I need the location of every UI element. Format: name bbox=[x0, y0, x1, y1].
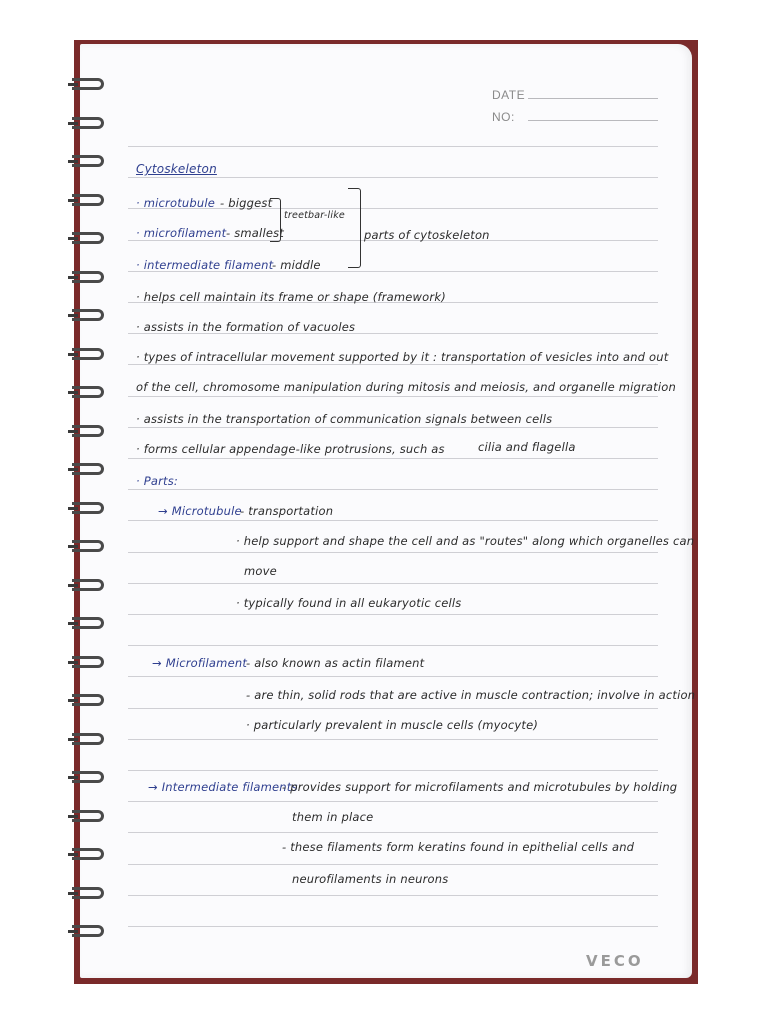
ruled-line bbox=[128, 177, 658, 178]
spiral-ring bbox=[72, 155, 104, 167]
ruled-line bbox=[128, 583, 658, 584]
no-label: NO: bbox=[492, 110, 515, 124]
ruled-line bbox=[128, 552, 658, 553]
date-label: DATE bbox=[492, 88, 526, 102]
ruled-line bbox=[128, 895, 658, 896]
ruled-line bbox=[128, 427, 658, 428]
microtubule-note-3: · typically found in all eukaryotic cells bbox=[236, 596, 462, 610]
microfilament-heading: → Microfilament bbox=[152, 656, 248, 670]
microfilament-note-3: · particularly prevalent in muscle cells (myocyte) bbox=[246, 718, 539, 732]
ruled-line bbox=[128, 832, 658, 833]
intermediate-heading: → Intermediate filaments bbox=[148, 780, 298, 794]
microtubule-heading: → Microtubule bbox=[158, 504, 242, 518]
bullet-protrusions-cilia: cilia and flagella bbox=[478, 440, 576, 454]
spiral-ring bbox=[72, 579, 104, 591]
microtubule-note-1: - transportation bbox=[240, 504, 334, 518]
ruled-line bbox=[128, 364, 658, 365]
brand-logo: VECO bbox=[586, 952, 644, 970]
microtubule-note-2-cont: move bbox=[244, 564, 277, 578]
spiral-ring bbox=[72, 694, 104, 706]
item-microfilament-size: - smallest bbox=[226, 226, 285, 240]
no-line bbox=[528, 120, 658, 121]
spiral-ring bbox=[72, 386, 104, 398]
spiral-ring bbox=[72, 771, 104, 783]
spiral-ring bbox=[72, 232, 104, 244]
microfilament-note-2: - are thin, solid rods that are active in muscle contraction; involve in action bbox=[246, 688, 696, 702]
ruled-line bbox=[128, 770, 658, 771]
bullet-signals: · assists in the transportation of communication signals between cells bbox=[136, 412, 553, 426]
spiral-ring bbox=[72, 540, 104, 552]
spiral-ring bbox=[72, 309, 104, 321]
spiral-ring bbox=[72, 887, 104, 899]
item-intermediate-size: - middle bbox=[272, 258, 321, 272]
spiral-ring bbox=[72, 463, 104, 475]
ruled-line bbox=[128, 520, 658, 521]
brace-label: parts of cytoskeleton bbox=[364, 228, 490, 242]
ruled-line bbox=[128, 489, 658, 490]
item-microfilament: · microfilament bbox=[136, 226, 227, 240]
parts-heading: · Parts: bbox=[136, 474, 178, 488]
spiral-ring bbox=[72, 810, 104, 822]
bullet-frame: · helps cell maintain its frame or shape (framework) bbox=[136, 290, 446, 304]
spiral-ring bbox=[72, 348, 104, 360]
notes-title: Cytoskeleton bbox=[136, 162, 217, 176]
large-brace bbox=[348, 188, 361, 268]
ruled-line bbox=[128, 708, 658, 709]
item-microtubule-size: - biggest bbox=[220, 196, 273, 210]
ruled-line bbox=[128, 645, 658, 646]
date-line bbox=[528, 98, 658, 99]
spiral-ring bbox=[72, 78, 104, 90]
ruled-line bbox=[128, 458, 658, 459]
spiral-ring bbox=[72, 502, 104, 514]
intermediate-note-1: - provides support for microfilaments and microtubules by holding bbox=[282, 780, 678, 794]
spiral-ring bbox=[72, 617, 104, 629]
microtubule-note-2: · help support and shape the cell and as "routes" along which organelles can bbox=[236, 534, 695, 548]
ruled-line bbox=[128, 146, 658, 147]
spiral-ring bbox=[72, 271, 104, 283]
microfilament-note-1: - also known as actin filament bbox=[246, 656, 425, 670]
intermediate-note-1-cont: them in place bbox=[292, 810, 374, 824]
ruled-line bbox=[128, 739, 658, 740]
bullet-protrusions: · forms cellular appendage-like protrusions, such as bbox=[136, 442, 445, 456]
spiral-ring bbox=[72, 194, 104, 206]
ruled-line bbox=[128, 676, 658, 677]
brace-note: treetbar-like bbox=[284, 210, 345, 221]
intermediate-note-2: - these filaments form keratins found in epithelial cells and bbox=[282, 840, 635, 854]
ruled-line bbox=[128, 801, 658, 802]
ruled-line bbox=[128, 614, 658, 615]
small-brace bbox=[270, 198, 281, 242]
ruled-line bbox=[128, 864, 658, 865]
spiral-ring bbox=[72, 425, 104, 437]
spiral-ring bbox=[72, 656, 104, 668]
spiral-ring bbox=[72, 925, 104, 937]
ruled-line bbox=[128, 396, 658, 397]
bullet-vacuoles: · assists in the formation of vacuoles bbox=[136, 320, 356, 334]
spiral-ring bbox=[72, 848, 104, 860]
intermediate-note-2-cont: neurofilaments in neurons bbox=[292, 872, 449, 886]
bullet-movement-cont: of the cell, chromosome manipulation during mitosis and meiosis, and organelle migration bbox=[136, 380, 676, 394]
item-intermediate-filament: · intermediate filament bbox=[136, 258, 274, 272]
bullet-movement: · types of intracellular movement supported by it : transportation of vesicles into and out bbox=[136, 350, 669, 364]
item-microtubule: · microtubule bbox=[136, 196, 216, 210]
ruled-line bbox=[128, 926, 658, 927]
spiral-ring bbox=[72, 733, 104, 745]
spiral-ring bbox=[72, 117, 104, 129]
spiral-binding bbox=[72, 72, 108, 952]
